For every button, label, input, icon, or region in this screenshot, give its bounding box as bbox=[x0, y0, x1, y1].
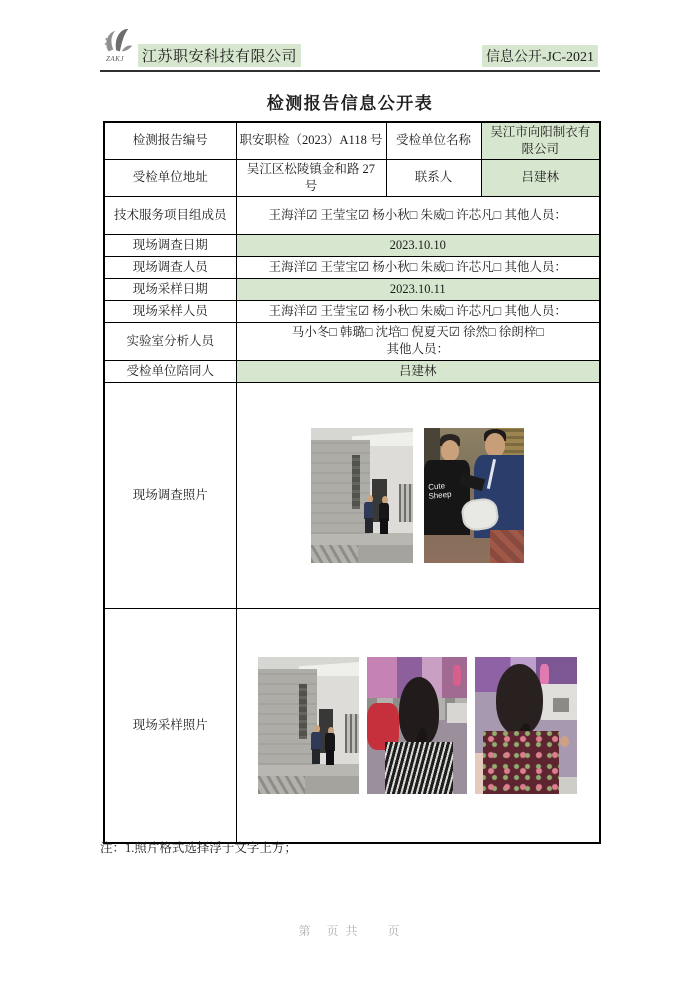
factory-sign bbox=[299, 684, 307, 739]
survey-date-label: 现场调查日期 bbox=[104, 234, 236, 256]
person-legs bbox=[380, 519, 388, 534]
table-row bbox=[104, 360, 600, 382]
sampling-photo-group bbox=[240, 657, 597, 794]
report-no-value: 职安职检（2023）A118 号 bbox=[236, 122, 386, 159]
sampling-photo-workshop-floral-top bbox=[475, 657, 577, 794]
doc-number: 信息公开-JC-2021 bbox=[482, 45, 598, 67]
person-head bbox=[441, 440, 459, 462]
survey-photos-label: 现场调查照片 bbox=[104, 382, 236, 608]
company-name: 江苏职安科技有限公司 bbox=[138, 44, 301, 67]
contact-value: 吕建林 bbox=[481, 159, 600, 196]
page-footer: 第 页 共 页 bbox=[298, 924, 402, 938]
floral-top bbox=[483, 731, 558, 794]
worker-hair bbox=[496, 664, 543, 735]
person-torso bbox=[364, 502, 374, 520]
person-torso bbox=[325, 733, 335, 751]
person-legs bbox=[365, 518, 373, 533]
logo-text: ZAKJ bbox=[106, 55, 124, 63]
form-title: 检测报告信息公开表 bbox=[266, 94, 434, 113]
survey-photo-group bbox=[240, 428, 597, 563]
info-table bbox=[103, 121, 601, 844]
survey-staff-label: 现场调查人员 bbox=[104, 256, 236, 278]
person-head bbox=[485, 433, 505, 457]
sampling-staff-value: 王海洋☑ 王莹宝☑ 杨小秋□ 朱威□ 许芯凡□ 其他人员： bbox=[236, 300, 600, 322]
page-header bbox=[100, 26, 600, 72]
company-logo-icon bbox=[102, 26, 134, 56]
paving bbox=[258, 776, 304, 794]
factory-sign bbox=[352, 455, 360, 509]
contact-label: 联系人 bbox=[386, 159, 481, 196]
survey-photos-cell bbox=[236, 382, 600, 608]
escort-value: 吕建林 bbox=[236, 360, 600, 382]
thread-cone bbox=[453, 665, 461, 686]
worker-hand bbox=[560, 736, 569, 747]
table-row bbox=[104, 256, 600, 278]
gate-fence bbox=[399, 484, 413, 522]
survey-staff-value: 王海洋☑ 王莹宝☑ 杨小秋□ 朱威□ 许芯凡□ 其他人员： bbox=[236, 256, 600, 278]
team-value: 王海洋☑ 王莹宝☑ 杨小秋□ 朱威□ 许芯凡□ 其他人员： bbox=[236, 196, 600, 234]
paving bbox=[311, 545, 358, 563]
lab-staff-label: 实验室分析人员 bbox=[104, 322, 236, 360]
table-row bbox=[104, 196, 600, 234]
lab-staff-line1: 马小冬□ 韩璐□ 沈培□ 倪夏天☑ 徐然□ 徐朗梓□ bbox=[291, 325, 544, 340]
person-legs bbox=[326, 750, 334, 765]
table-row bbox=[104, 608, 600, 843]
person-torso bbox=[311, 732, 321, 750]
sampling-photos-label: 现场采样照片 bbox=[104, 608, 236, 843]
team-label: 技术服务项目组成员 bbox=[104, 196, 236, 234]
sewing-machine bbox=[447, 703, 467, 722]
building-wall bbox=[311, 440, 370, 535]
lab-staff-line2: 其他人员： bbox=[386, 342, 449, 356]
unit-addr-label: 受检单位地址 bbox=[104, 159, 236, 196]
survey-date-value: 2023.10.10 bbox=[236, 234, 600, 256]
unit-addr-value: 吴江区松陵镇金和路 27 号 bbox=[236, 159, 386, 196]
machine-detail bbox=[553, 698, 569, 712]
person-legs bbox=[312, 749, 320, 764]
thread-cone bbox=[540, 664, 549, 686]
unit-name-value: 吴江市向阳制衣有限公司 bbox=[481, 122, 600, 159]
person-torso bbox=[379, 503, 389, 521]
lab-staff-value bbox=[236, 322, 600, 360]
table-row bbox=[104, 122, 600, 159]
table-row bbox=[104, 322, 600, 360]
escort-label: 受检单位陪同人 bbox=[104, 360, 236, 382]
sampling-photo-factory-entrance bbox=[258, 657, 359, 794]
sampling-date-value: 2023.10.11 bbox=[236, 278, 600, 300]
striped-shirt bbox=[385, 742, 453, 794]
sampling-photo-workshop-red-fabric bbox=[367, 657, 467, 794]
survey-photo-recording bbox=[424, 428, 524, 563]
table-row bbox=[104, 234, 600, 256]
building-wall bbox=[258, 669, 317, 765]
sampling-date-label: 现场采样日期 bbox=[104, 278, 236, 300]
sampling-photos-cell bbox=[236, 608, 600, 843]
sampling-staff-label: 现场采样人员 bbox=[104, 300, 236, 322]
floor-tiles bbox=[490, 530, 524, 562]
tshirt-text: Cute Sheep bbox=[427, 480, 452, 501]
footnote: 注：1.照片格式选择浮于文字上方； bbox=[100, 841, 297, 855]
unit-name-label: 受检单位名称 bbox=[386, 122, 481, 159]
table-row bbox=[104, 300, 600, 322]
report-no-label: 检测报告编号 bbox=[104, 122, 236, 159]
gate-fence bbox=[345, 714, 359, 752]
table-row bbox=[104, 278, 600, 300]
table-row bbox=[104, 382, 600, 608]
survey-photo-factory-entrance bbox=[311, 428, 413, 563]
table-row bbox=[104, 159, 600, 196]
